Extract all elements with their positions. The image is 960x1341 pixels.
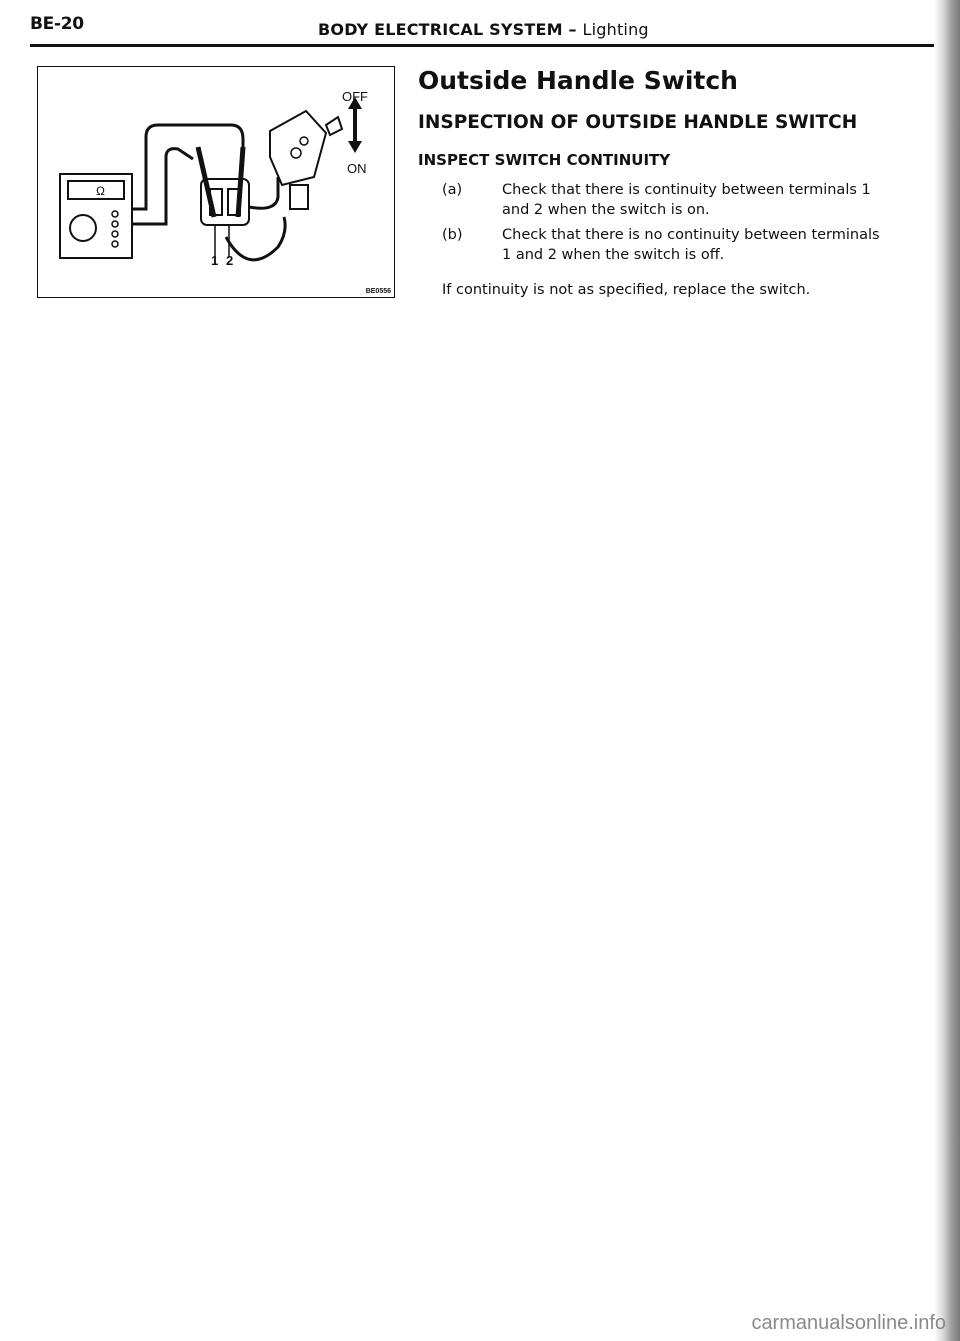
chapter-title-sub: Lighting xyxy=(582,20,649,39)
chapter-title-main: BODY ELECTRICAL SYSTEM xyxy=(318,20,563,39)
switch-inspection-figure xyxy=(37,66,395,298)
off-on-arrow xyxy=(348,97,362,153)
on-label: ON xyxy=(347,161,367,176)
step-title: INSPECT SWITCH CONTINUITY xyxy=(418,151,671,169)
chapter-title-separator: – xyxy=(562,20,583,39)
replacement-note: If continuity is not as specified, replace the switch. xyxy=(442,282,811,298)
page-number: BE-20 xyxy=(30,14,84,34)
item-text xyxy=(502,225,942,265)
watermark: carmanualsonline.info xyxy=(751,1312,946,1334)
scan-edge-shadow xyxy=(934,0,960,1341)
item-line: Check that there is continuity between terminals 1 xyxy=(502,182,871,198)
figure-code: BE0556 xyxy=(365,288,391,295)
item-marker: (b) xyxy=(442,227,463,243)
off-label: OFF xyxy=(342,89,368,104)
item-text xyxy=(502,180,942,220)
item-marker: (a) xyxy=(442,182,463,198)
item-line: and 2 when the switch is on. xyxy=(502,202,710,218)
test-lead-2 xyxy=(132,149,193,224)
terminal-1-label: 1 xyxy=(211,253,219,268)
header-rule xyxy=(30,44,940,47)
subsection-title: INSPECTION OF OUTSIDE HANDLE SWITCH xyxy=(418,112,858,133)
item-line: Check that there is no continuity between terminals xyxy=(502,227,880,243)
ohmmeter-dial xyxy=(70,215,96,241)
test-lead-1 xyxy=(132,125,243,209)
terminal-2-label: 2 xyxy=(226,253,234,268)
chapter-title xyxy=(318,20,649,39)
item-line: 1 and 2 when the switch is off. xyxy=(502,247,725,263)
ohm-symbol: Ω xyxy=(96,184,105,198)
section-title: Outside Handle Switch xyxy=(418,66,738,95)
